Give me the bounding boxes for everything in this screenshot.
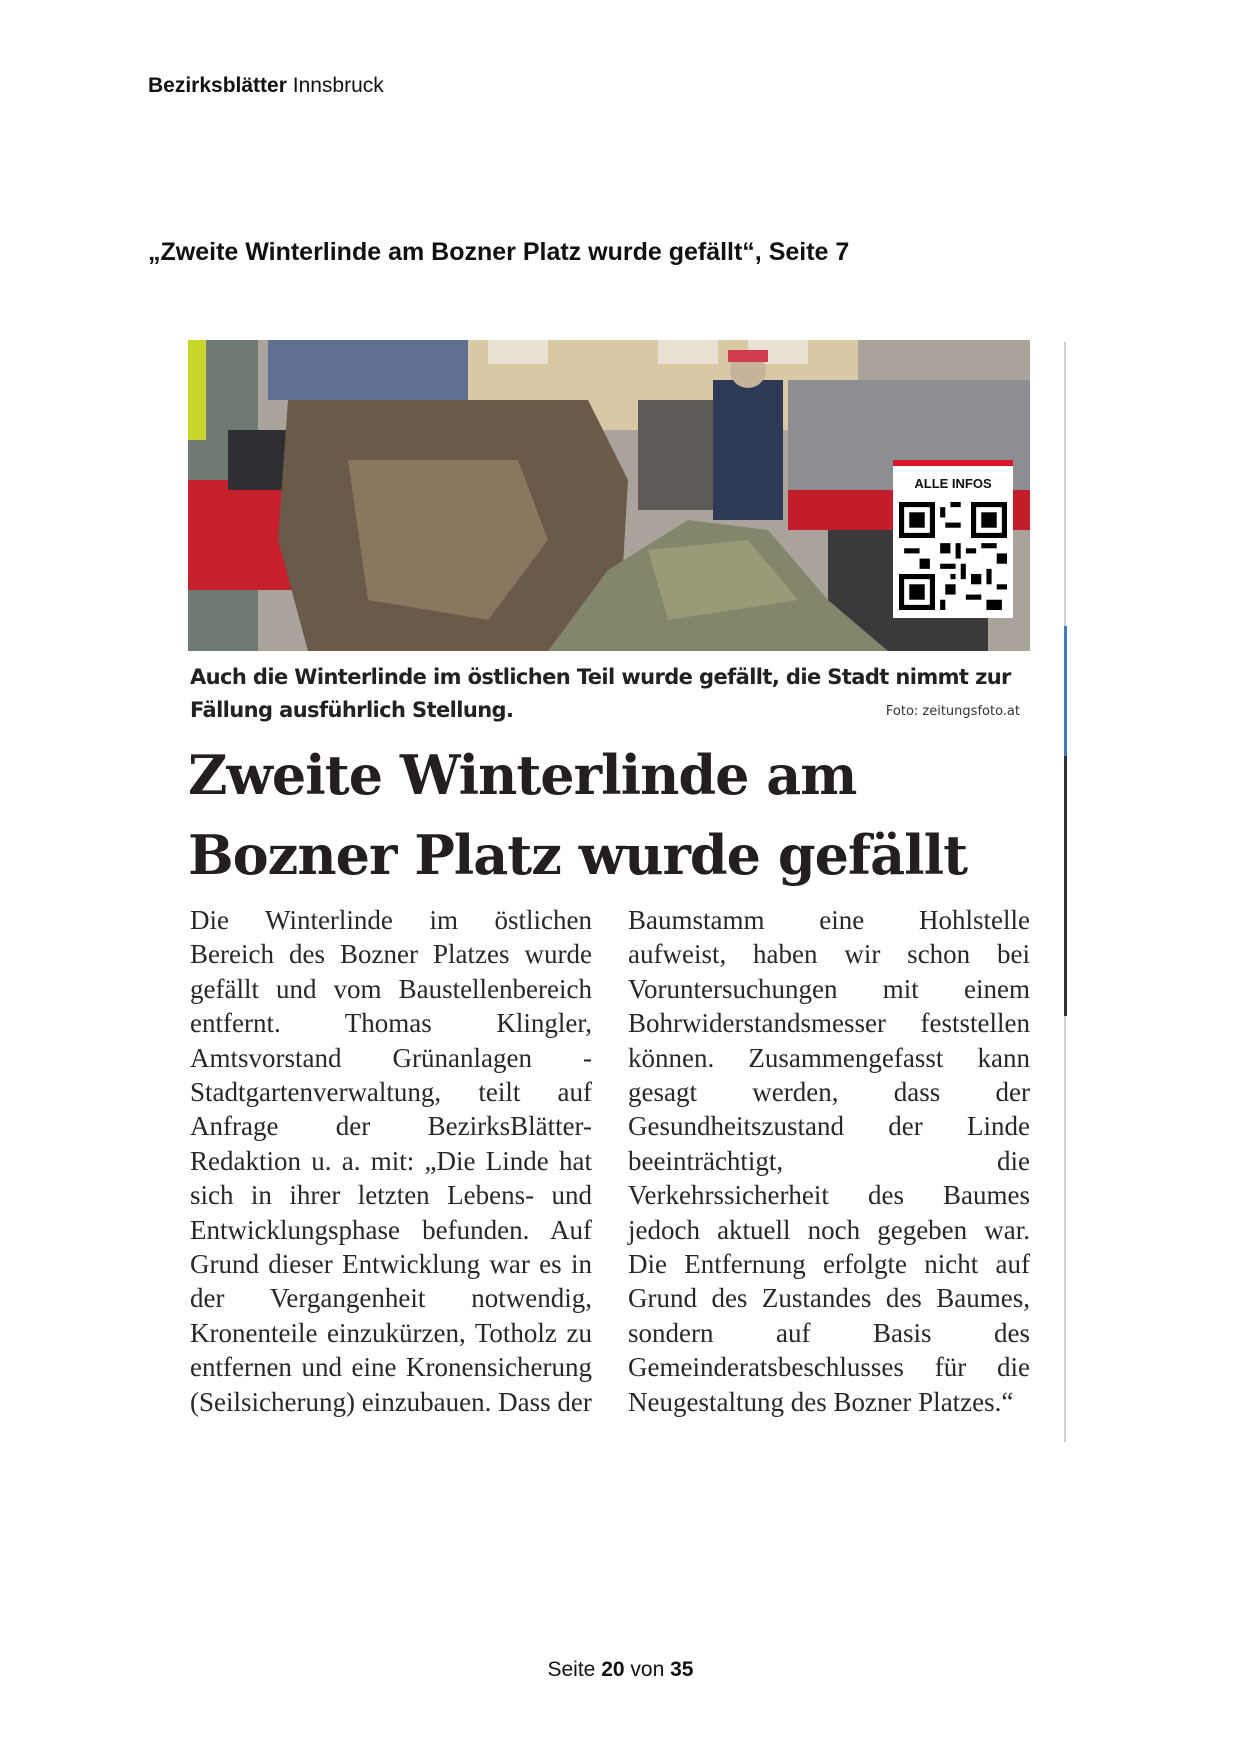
document-title: „Zweite Winterlinde am Bozner Platz wurde gefällt“, Seite 7 <box>148 238 850 266</box>
clipping-edge-dark <box>1064 756 1067 1016</box>
footer-of-label: von <box>630 1658 665 1681</box>
photo-credit: Foto: zeitungsfoto.at <box>885 704 1020 719</box>
clipping-edge-accent <box>1064 626 1067 756</box>
publication-name: Bezirksblätter <box>148 74 287 97</box>
footer-prefix: Seite <box>547 1658 596 1681</box>
page-header <box>148 74 384 98</box>
article-photo <box>188 340 1030 651</box>
page-footer <box>0 1658 1241 1682</box>
qr-code-icon <box>899 502 1007 610</box>
qr-label: ALLE INFOS <box>914 476 992 491</box>
footer-total-pages: 35 <box>670 1658 694 1681</box>
article-column-2: Baumstamm eine Hohlstelle aufweist, haben wir schon bei Voruntersuchungen mit einem Bohrwiderstandsmesser feststellen können. Zusammengefasst kann gesagt werden, dass der Gesundheitszustand der Linde beeinträchtigt, die Verkehrssicherheit des Baumes jedoch aktuell noch gegeben war. Die Entfernung erfolgte nicht auf Grund des Zustandes des Baumes, sondern auf Basis des Gemeinderatsbeschlusses für die Neugestaltung des Bozner Platzes.“ <box>628 905 1030 1417</box>
headline-line-2: Bozner Platz wurde gefällt <box>188 823 968 887</box>
footer-page-number: 20 <box>601 1658 625 1681</box>
headline-line-1: Zweite Winterlinde am <box>188 743 857 807</box>
photo-caption: Auch die Winterlinde im östlichen Teil wurde gefällt, die Stadt nimmt zur Fällung ausführlich Stellung. <box>190 665 1011 722</box>
publication-edition: Innsbruck <box>292 74 384 97</box>
newspaper-clipping <box>188 340 1030 1440</box>
article-body <box>190 903 1030 1419</box>
article-headline <box>188 735 1030 895</box>
article-column-1: Die Winterlinde im östlichen Bereich des Bozner Platzes wurde gefällt und vom Baustellenbereich entfernt. Thomas Klingler, Amtsvorstand Grünanlagen - Stadtgartenverwaltung, teilt auf Anfrage der BezirksBlätter-Redaktion u. a. mit: „Die Linde hat sich in ihrer letzten Lebens- und Entwicklungsphase befunden. Auf Grund dieser Entwicklung war es in der Vergangenheit notwendig, Kronenteile einzukürzen, Totholz zu entfernen und eine Kronensicherung (Seilsicherung) einzubauen. Dass der <box>190 905 592 1417</box>
qr-code-box[interactable] <box>893 460 1013 618</box>
